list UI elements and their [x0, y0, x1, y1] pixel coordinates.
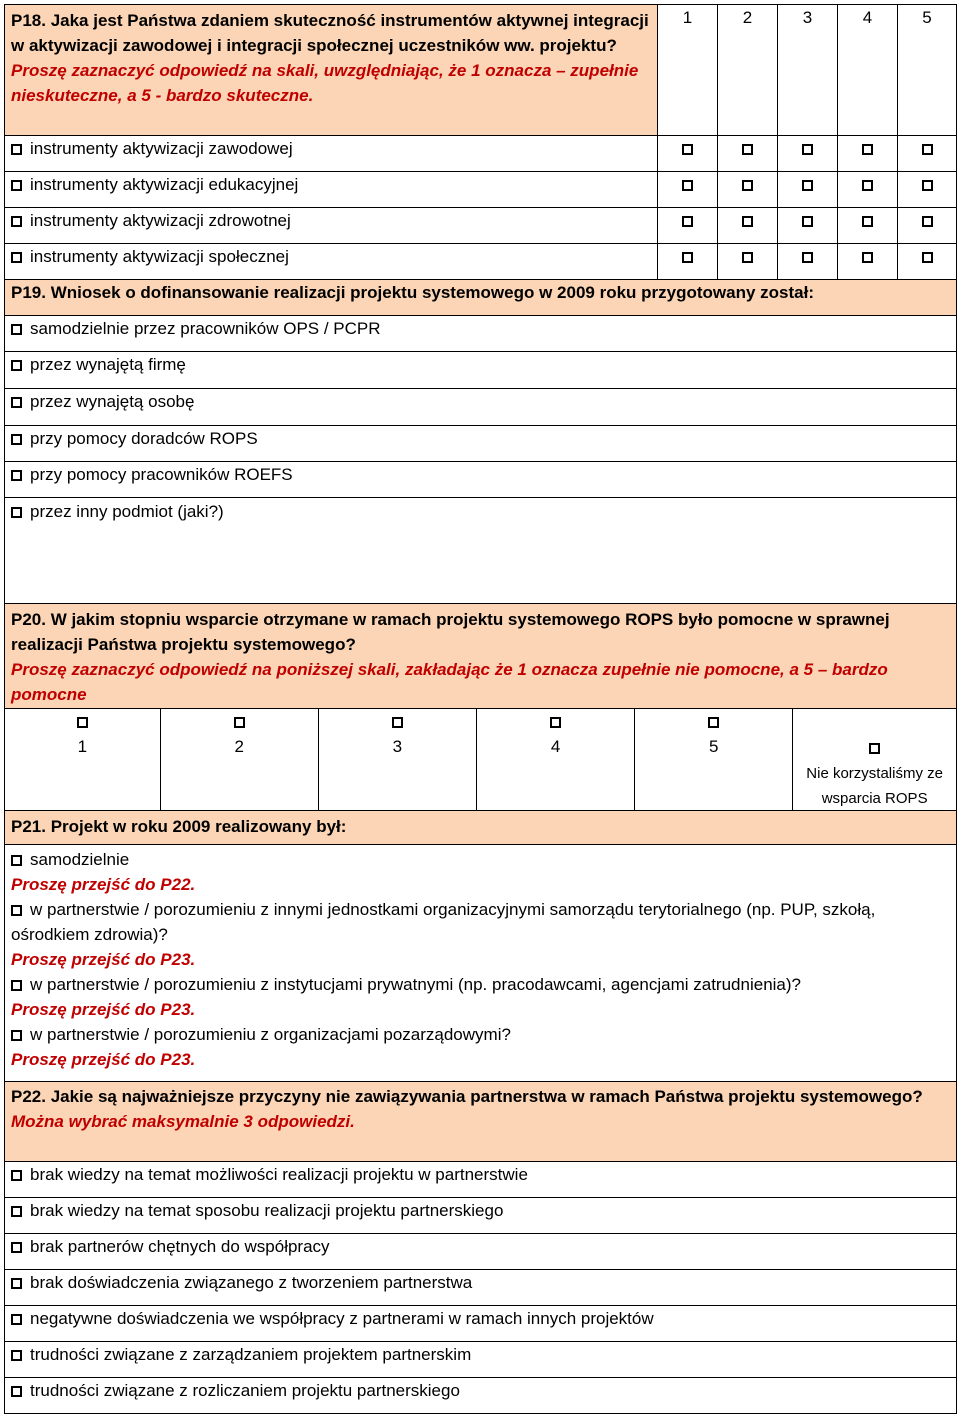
p21-question: P21. Projekt w roku 2009 realizowany był: [5, 811, 957, 845]
p22-option-cell [5, 1234, 957, 1270]
checkbox-icon[interactable] [11, 324, 22, 335]
checkbox-icon[interactable] [11, 855, 22, 866]
rating-cell [838, 136, 898, 172]
rating-checkbox-2[interactable] [742, 180, 753, 191]
p22-option-cell [5, 1342, 957, 1378]
checkbox-icon[interactable] [392, 717, 403, 728]
p19-option-row [5, 426, 957, 462]
p19-option-label: przy pomocy pracowników ROEFS [30, 465, 293, 484]
p21-header-row [5, 811, 957, 845]
rating-cell [718, 208, 778, 244]
p19-option-row [5, 316, 957, 352]
checkbox-icon[interactable] [11, 905, 22, 916]
rating-checkbox-4[interactable] [862, 180, 873, 191]
checkbox-icon[interactable] [11, 1206, 22, 1217]
checkbox-icon[interactable] [11, 470, 22, 481]
checkbox-icon[interactable] [11, 1170, 22, 1181]
rating-cell [718, 244, 778, 280]
p19-option-row [5, 352, 957, 389]
p19-option-label: przez inny podmiot (jaki?) [30, 502, 224, 521]
p20-scale-option[interactable] [635, 709, 793, 810]
checkbox-icon[interactable] [11, 216, 22, 227]
p22-option-cell [5, 1306, 957, 1342]
p18-scale-1: 1 [658, 5, 718, 136]
p18-item-row [5, 172, 957, 208]
p21-goto: Proszę przejść do P23. [11, 1000, 196, 1019]
checkbox-icon[interactable] [11, 1350, 22, 1361]
p18-item-label-cell [5, 172, 658, 208]
p20-header-row [5, 604, 957, 709]
p18-question-cell [5, 5, 658, 136]
rating-cell [838, 208, 898, 244]
p20-scale-table [5, 709, 956, 810]
rating-checkbox-1[interactable] [682, 252, 693, 263]
rating-checkbox-1[interactable] [682, 180, 693, 191]
rating-cell [778, 208, 838, 244]
p19-other-row [5, 498, 957, 604]
p21-options-cell [5, 845, 957, 1082]
rating-cell [898, 172, 957, 208]
p22-option-row [5, 1306, 957, 1342]
rating-cell [718, 136, 778, 172]
p22-option-cell [5, 1378, 957, 1414]
p20-instruction: Proszę zaznaczyć odpowiedź na poniższej skali, zakładając że 1 oznacza zupełnie nie pomocne, a 5 – bardzo pomocne [11, 660, 888, 704]
p22-option-cell [5, 1162, 957, 1198]
rating-checkbox-1[interactable] [682, 144, 693, 155]
checkbox-icon[interactable] [11, 1242, 22, 1253]
rating-checkbox-1[interactable] [682, 216, 693, 227]
checkbox-icon[interactable] [869, 743, 880, 754]
rating-checkbox-5[interactable] [922, 252, 933, 263]
checkbox-icon[interactable] [11, 180, 22, 191]
p22-option-row [5, 1162, 957, 1198]
p20-scale-label: 5 [708, 737, 719, 756]
p19-question: P19. Wniosek o dofinansowanie realizacji projektu systemowego w 2009 roku przygotowany został: [5, 280, 957, 316]
rating-checkbox-3[interactable] [802, 180, 813, 191]
p22-option-row [5, 1270, 957, 1306]
p22-option-cell [5, 1198, 957, 1234]
rating-checkbox-5[interactable] [922, 180, 933, 191]
checkbox-icon[interactable] [11, 1314, 22, 1325]
p20-scale-option[interactable] [5, 709, 160, 810]
p19-option-label: przy pomocy doradców ROPS [30, 429, 258, 448]
rating-checkbox-3[interactable] [802, 144, 813, 155]
checkbox-icon[interactable] [11, 507, 22, 518]
checkbox-icon[interactable] [11, 397, 22, 408]
rating-checkbox-5[interactable] [922, 144, 933, 155]
p20-scale-option[interactable] [160, 709, 318, 810]
p21-option-label: samodzielnie [30, 850, 130, 869]
rating-cell [658, 208, 718, 244]
p20-question-cell [5, 604, 957, 709]
checkbox-icon[interactable] [11, 360, 22, 371]
questionnaire-table [4, 4, 957, 1414]
rating-cell [718, 172, 778, 208]
rating-cell [898, 136, 957, 172]
p19-option-cell [5, 426, 957, 462]
p18-item-label-cell [5, 208, 658, 244]
p20-scale-label: 3 [392, 737, 403, 756]
p19-option-label: przez wynajętą osobę [30, 392, 195, 411]
p19-option-row [5, 389, 957, 426]
p19-option-label: przez wynajętą firmę [30, 355, 186, 374]
p22-option-label: brak wiedzy na temat sposobu realizacji projektu partnerskiego [30, 1201, 504, 1220]
rating-checkbox-4[interactable] [862, 252, 873, 263]
rating-cell [658, 172, 718, 208]
rating-checkbox-5[interactable] [922, 216, 933, 227]
checkbox-icon[interactable] [11, 144, 22, 155]
p18-item-row [5, 244, 957, 280]
p21-option[interactable] [11, 847, 950, 872]
p21-option[interactable] [11, 897, 950, 947]
p21-goto: Proszę przejść do P23. [11, 1050, 196, 1069]
p18-instruction: Proszę zaznaczyć odpowiedź na skali, uwzględniając, że 1 oznacza – zupełnie nieskuteczne, a 5 - bardzo skuteczne. [11, 61, 639, 105]
checkbox-icon[interactable] [708, 717, 719, 728]
p22-header-row [5, 1082, 957, 1162]
p22-option-label: negatywne doświadczenia we współpracy z partnerami w ramach innych projektów [30, 1309, 654, 1328]
p18-question: P18. Jaka jest Państwa zdaniem skuteczność instrumentów aktywnej integracji w aktywizacji zawodowej i integracji społecznej uczestników ww. projektu? [11, 11, 649, 55]
checkbox-icon[interactable] [11, 1278, 22, 1289]
p19-option-cell [5, 316, 957, 352]
p18-item-label-cell [5, 136, 658, 172]
p22-option-row [5, 1378, 957, 1414]
p22-option-row [5, 1198, 957, 1234]
p22-question-cell [5, 1082, 957, 1162]
p21-options-row [5, 845, 957, 1082]
p22-option-row [5, 1234, 957, 1270]
p19-option-cell [5, 389, 957, 426]
rating-cell [658, 136, 718, 172]
p22-option-label: brak partnerów chętnych do współpracy [30, 1237, 330, 1256]
checkbox-icon[interactable] [11, 1030, 22, 1041]
p18-item-label: instrumenty aktywizacji edukacyjnej [30, 175, 299, 194]
p18-item-label: instrumenty aktywizacji społecznej [30, 247, 289, 266]
p21-option-label: w partnerstwie / porozumieniu z innymi jednostkami organizacyjnymi samorządu terytorialnego (np. PUP, szkołą, ośrodkiem zdrowia)? [11, 900, 876, 944]
p19-header-row [5, 280, 957, 316]
p20-scale-option[interactable] [318, 709, 476, 810]
rating-checkbox-4[interactable] [862, 216, 873, 227]
checkbox-icon[interactable] [234, 717, 245, 728]
p20-scale-label: 1 [77, 737, 88, 756]
checkbox-icon[interactable] [550, 717, 561, 728]
rating-cell [778, 136, 838, 172]
rating-checkbox-2[interactable] [742, 252, 753, 263]
rating-cell [658, 244, 718, 280]
p21-option[interactable] [11, 1022, 950, 1047]
checkbox-icon[interactable] [77, 717, 88, 728]
rating-checkbox-2[interactable] [742, 144, 753, 155]
p19-option-row [5, 462, 957, 498]
rating-cell [898, 208, 957, 244]
p20-scale-cell [5, 709, 957, 811]
p21-option-label: w partnerstwie / porozumieniu z instytucjami prywatnymi (np. pracodawcami, agencjami zatrudnienia)? [30, 975, 801, 994]
p18-item-row [5, 136, 957, 172]
p18-header-row [5, 5, 957, 136]
p18-item-label: instrumenty aktywizacji zawodowej [30, 139, 293, 158]
p18-scale-2: 2 [718, 5, 778, 136]
p18-scale-5: 5 [898, 5, 957, 136]
checkbox-icon[interactable] [11, 980, 22, 991]
p21-goto: Proszę przejść do P22. [11, 875, 196, 894]
p18-scale-3: 3 [778, 5, 838, 136]
p22-option-label: trudności związane z zarządzaniem projektem partnerskim [30, 1345, 472, 1364]
p22-option-cell [5, 1270, 957, 1306]
rating-checkbox-4[interactable] [862, 144, 873, 155]
rating-checkbox-3[interactable] [802, 252, 813, 263]
p21-goto: Proszę przejść do P23. [11, 950, 196, 969]
p22-option-label: brak wiedzy na temat możliwości realizacji projektu w partnerstwie [30, 1165, 528, 1184]
p18-item-row [5, 208, 957, 244]
p20-scale-option-none[interactable] [793, 709, 956, 810]
checkbox-icon[interactable] [11, 434, 22, 445]
questionnaire-page [0, 4, 960, 1411]
p19-option-cell [5, 462, 957, 498]
rating-cell [898, 244, 957, 280]
p20-scale-option[interactable] [476, 709, 634, 810]
p20-scale-label: 4 [550, 737, 561, 756]
p21-option-label: w partnerstwie / porozumieniu z organizacjami pozarządowymi? [30, 1025, 511, 1044]
p20-scale-label: Nie korzystaliśmy ze wsparcia ROPS [806, 765, 943, 807]
rating-cell [838, 172, 898, 208]
p19-option-label: samodzielnie przez pracowników OPS / PCPR [30, 319, 381, 338]
p20-scale-label: 2 [234, 737, 244, 756]
rating-checkbox-2[interactable] [742, 216, 753, 227]
p22-option-label: trudności związane z rozliczaniem projektu partnerskiego [30, 1381, 460, 1400]
p21-option[interactable] [11, 972, 950, 997]
p22-instruction: Można wybrać maksymalnie 3 odpowiedzi. [11, 1112, 355, 1131]
checkbox-icon[interactable] [11, 252, 22, 263]
rating-cell [778, 172, 838, 208]
p19-option-cell [5, 352, 957, 389]
p18-scale-4: 4 [838, 5, 898, 136]
rating-cell [778, 244, 838, 280]
p20-question: P20. W jakim stopniu wsparcie otrzymane w ramach projektu systemowego ROPS było pomocne w sprawnej realizacji Państwa projektu systemowego? [11, 610, 890, 654]
p20-scale-row [5, 709, 957, 811]
p22-option-row [5, 1342, 957, 1378]
p22-question: P22. Jakie są najważniejsze przyczyny nie zawiązywania partnerstwa w ramach Państwa projektu systemowego? [11, 1087, 923, 1106]
rating-checkbox-3[interactable] [802, 216, 813, 227]
checkbox-icon[interactable] [11, 1386, 22, 1397]
p19-other-cell[interactable] [5, 498, 957, 604]
p18-item-label: instrumenty aktywizacji zdrowotnej [30, 211, 291, 230]
rating-cell [838, 244, 898, 280]
p18-item-label-cell [5, 244, 658, 280]
p22-option-label: brak doświadczenia związanego z tworzeniem partnerstwa [30, 1273, 473, 1292]
